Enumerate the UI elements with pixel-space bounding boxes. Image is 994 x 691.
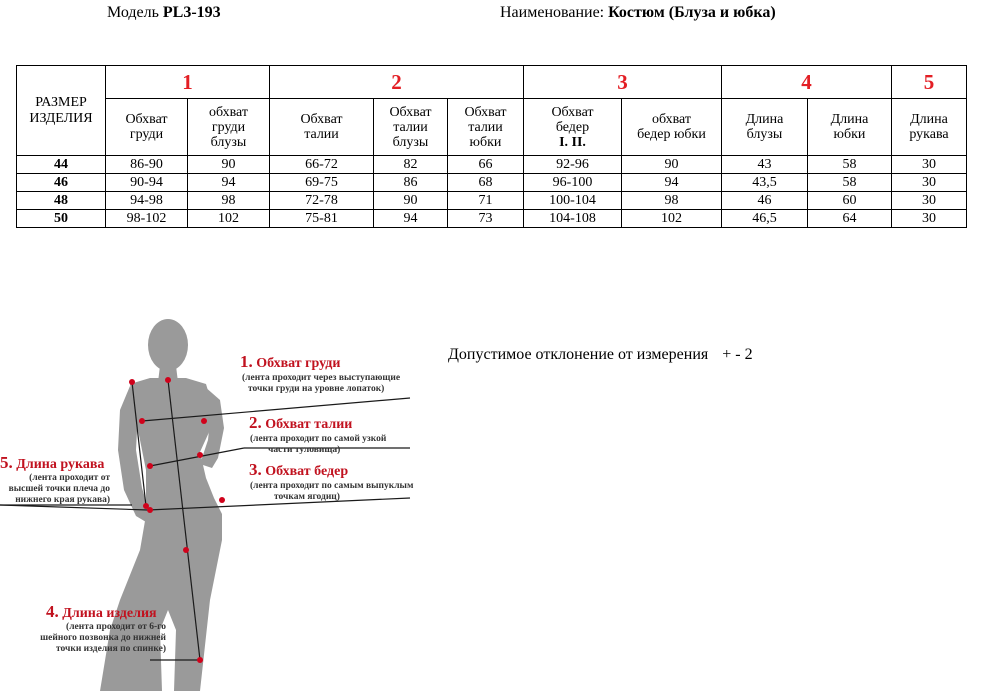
table-cell: 66-72 [270, 156, 374, 174]
column-header: обхват груди блузы [188, 99, 270, 156]
column-header: Обхват талии блузы [374, 99, 448, 156]
group-header-2: 2 [270, 66, 524, 99]
measurement-1-desc: (лента проходит через выступающие точки груди на уровне лопаток) [242, 373, 401, 394]
column-header: Длина рукава [892, 99, 967, 156]
table-cell: 82 [374, 156, 448, 174]
measurement-1-title: 1. Обхват груди [240, 352, 341, 371]
table-cell: 90-94 [106, 174, 188, 192]
size-table [16, 65, 967, 228]
size-cell: 50 [17, 210, 106, 228]
table-cell: 64 [808, 210, 892, 228]
table-cell: 60 [808, 192, 892, 210]
table-cell: 86 [374, 174, 448, 192]
model-label: Модель [107, 4, 159, 21]
measurement-4-title: 4. Длина изделия [46, 602, 157, 621]
table-cell: 102 [188, 210, 270, 228]
table-cell: 75-81 [270, 210, 374, 228]
column-header: Длина блузы [722, 99, 808, 156]
measurement-3-desc: (лента проходит по самым выпуклым точкам ягодиц) [250, 481, 414, 502]
table-cell: 58 [808, 156, 892, 174]
table-cell: 100-104 [524, 192, 622, 210]
column-header: Обхват груди [106, 99, 188, 156]
table-cell: 98 [622, 192, 722, 210]
measurement-5-title: 5. Длина рукава [0, 453, 105, 472]
table-cell: 96-100 [524, 174, 622, 192]
table-row [17, 210, 967, 228]
name-value: Костюм (Блуза и юбка) [608, 4, 776, 21]
group-header-1: 1 [106, 66, 270, 99]
table-cell: 72-78 [270, 192, 374, 210]
model-header [107, 4, 221, 22]
measurement-2-title: 2. Обхват талии [249, 413, 353, 432]
table-cell: 46 [722, 192, 808, 210]
table-cell: 102 [622, 210, 722, 228]
measurement-3-title: 3. Обхват бедер [249, 460, 349, 479]
table-cell: 98-102 [106, 210, 188, 228]
tolerance-value: + - 2 [722, 346, 753, 363]
group-header-3: 3 [524, 66, 722, 99]
name-label: Наименование: [500, 4, 605, 21]
measurement-2-desc: (лента проходит по самой узкой части туловища) [250, 434, 387, 455]
column-header: Обхват талии юбки [448, 99, 524, 156]
column-header: Длина юбки [808, 99, 892, 156]
column-header: Обхват бедер I. II. [524, 99, 622, 156]
table-cell: 94 [188, 174, 270, 192]
table-cell: 104-108 [524, 210, 622, 228]
column-header: Обхват талии [270, 99, 374, 156]
table-cell: 30 [892, 192, 967, 210]
table-row [17, 174, 967, 192]
table-cell: 30 [892, 156, 967, 174]
table-cell: 94-98 [106, 192, 188, 210]
model-value: PL3-193 [162, 4, 221, 21]
table-cell: 66 [448, 156, 524, 174]
table-cell: 94 [622, 174, 722, 192]
table-cell: 90 [374, 192, 448, 210]
table-cell: 30 [892, 174, 967, 192]
table-cell: 43 [722, 156, 808, 174]
size-cell: 46 [17, 174, 106, 192]
table-cell: 30 [892, 210, 967, 228]
size-column-header: РАЗМЕР ИЗДЕЛИЯ [17, 66, 106, 156]
size-cell: 44 [17, 156, 106, 174]
table-cell: 92-96 [524, 156, 622, 174]
table-cell: 68 [448, 174, 524, 192]
column-header: обхват бедер юбки [622, 99, 722, 156]
measurement-5-desc: (лента проходит от высшей точки плеча до нижнего края рукава) [8, 473, 110, 505]
table-cell: 46,5 [722, 210, 808, 228]
table-cell: 98 [188, 192, 270, 210]
measurement-4-desc: (лента проходит от 6-го шейного позвонка до нижней точки изделия по спинке) [40, 622, 166, 654]
table-cell: 69-75 [270, 174, 374, 192]
table-cell: 71 [448, 192, 524, 210]
tolerance-note [448, 346, 753, 364]
table-cell: 73 [448, 210, 524, 228]
group-header-4: 4 [722, 66, 892, 99]
table-row [17, 156, 967, 174]
group-header-5: 5 [892, 66, 967, 99]
name-header [500, 4, 776, 22]
table-cell: 58 [808, 174, 892, 192]
table-row [17, 192, 967, 210]
table-cell: 94 [374, 210, 448, 228]
tolerance-text: Допустимое отклонение от измерения [448, 346, 709, 363]
table-cell: 90 [188, 156, 270, 174]
table-cell: 86-90 [106, 156, 188, 174]
table-cell: 90 [622, 156, 722, 174]
table-cell: 43,5 [722, 174, 808, 192]
size-cell: 48 [17, 192, 106, 210]
